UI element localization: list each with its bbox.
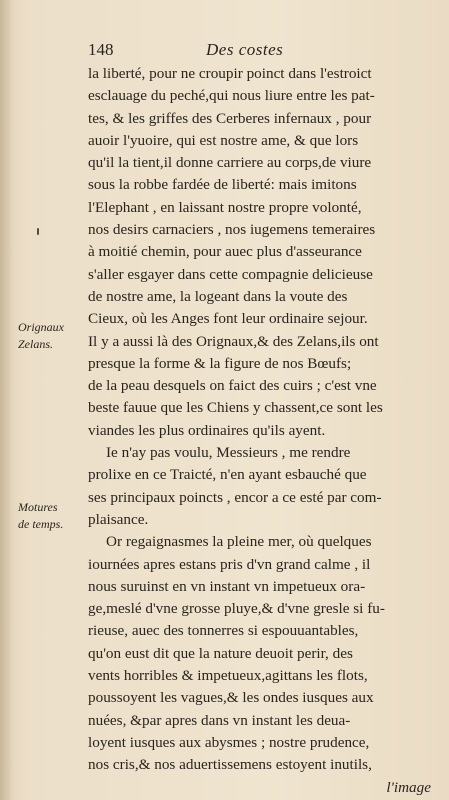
text-line: rieuse, auec des tonnerres si espouuantables, <box>88 622 359 640</box>
body-text <box>88 63 431 799</box>
margin-note-motures <box>18 499 86 533</box>
text-line: presque la forme & la figure de nos Bœufs; <box>88 354 352 372</box>
text-line: prolixe en ce Traicté, n'en ayant esbauché que <box>88 466 367 484</box>
text-line: ses principaux poincts , encor a ce esté par com- <box>88 488 382 506</box>
text-line: Il y a aussi là des Orignaux,& des Zelans,ils ont <box>88 332 379 350</box>
text-line: s'aller esgayer dans cette compagnie delicieuse <box>88 265 373 283</box>
running-title: Des costes <box>206 40 284 59</box>
text-line: vents horribles & impetueux,agittans les flots, <box>88 667 368 685</box>
text-line: auoir l'yuoire, qui est nostre ame, & que lors <box>88 131 359 149</box>
page-header <box>88 40 428 62</box>
text-line: qu'il la tient,il donne carriere au corps,de viure <box>88 154 372 172</box>
margin-note-line: Orignaux <box>18 320 64 334</box>
text-line: beste fauue que les Chiens y chassent,ce sont les <box>88 399 383 417</box>
margin-note-line: de temps. <box>18 517 64 531</box>
text-line: Cieux, où les Anges font leur ordinaire sejour. <box>88 310 368 328</box>
text-line: viandes les plus ordinaires qu'ils ayent. <box>88 421 326 439</box>
text-line: nos desirs carnaciers , nos iugemens temeraires <box>88 221 376 239</box>
gutter-shadow <box>0 0 14 800</box>
text-line: esclauage du peché,qui nous liure entre les pat- <box>88 87 375 105</box>
text-line: de nostre ame, la logeant dans la voute des <box>88 287 348 305</box>
text-line: qu'on eust dit que la nature deuoit perir, des <box>88 644 353 662</box>
ink-mark <box>37 228 39 235</box>
text-line: sous la robbe fardée de liberté: mais imitons <box>88 176 357 194</box>
text-line: la liberté, pour ne croupir poinct dans l'estroict <box>88 65 372 82</box>
margin-note-line: Motures <box>18 500 58 514</box>
text-line: loyent iusques aux abysmes ; nostre prudence, <box>88 733 370 751</box>
margin-note-orignaux <box>18 319 86 353</box>
text-line: ge,meslé d'vne grosse pluye,& d'vne gresle si fu- <box>88 600 385 618</box>
text-line: l'Elephant , en laissant nostre propre volonté, <box>88 198 362 216</box>
text-line: iournées apres estans pris d'vn grand calme , il <box>88 555 371 573</box>
text-line: à moitié chemin, pour auec plus d'asseurance <box>88 243 362 261</box>
catchword: l'image <box>386 778 431 796</box>
text-line: nous suruinst en vn instant vn impetueux ora- <box>88 577 366 595</box>
text-line: Or regaignasmes la pleine mer, où quelques <box>106 533 372 551</box>
text-line: tes, & les griffes des Cerberes infernaux , pour <box>88 109 372 127</box>
margin-note-line: Zelans. <box>18 337 54 351</box>
text-line: Ie n'ay pas voulu, Messieurs , me rendre <box>106 444 351 462</box>
text-line: plaisance. <box>88 510 149 528</box>
text-line: nuées, &par apres dans vn instant les deua- <box>88 711 351 729</box>
page-number: 148 <box>88 40 114 59</box>
text-line: nos cris,& nos aduertissemens estoyent inutils, <box>88 756 372 774</box>
text-line: de la peau desquels on faict des cuirs ; c'est vne <box>88 377 377 395</box>
text-line: poussoyent les vagues,& les ondes iusques aux <box>88 689 374 707</box>
